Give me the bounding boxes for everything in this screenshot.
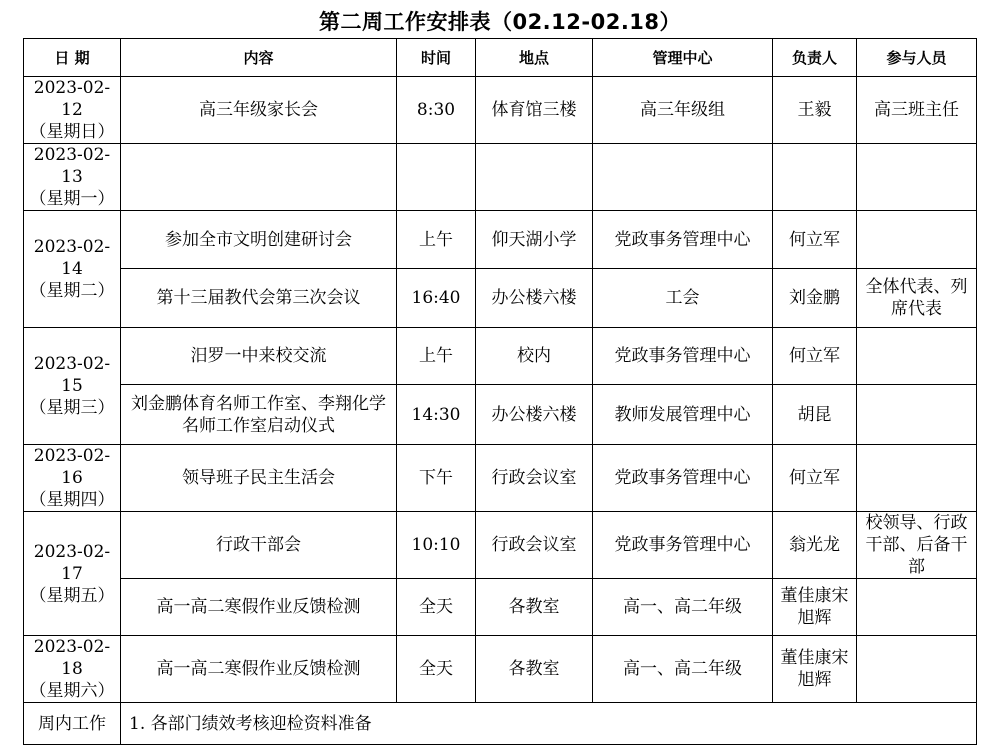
week-work-row [24, 703, 977, 745]
content-cell: 参加全市文明创建研讨会 [121, 211, 397, 269]
content-cell: 汨罗一中来校交流 [121, 328, 397, 385]
time-cell: 8:30 [397, 77, 476, 144]
owner-cell: 翁光龙 [773, 512, 857, 579]
participants-cell [857, 328, 977, 385]
schedule-table [23, 38, 977, 745]
table-row [24, 328, 977, 385]
date-value: 2023-02-15 [33, 354, 111, 396]
place-cell: 办公楼六楼 [476, 269, 593, 328]
content-cell: 行政干部会 [121, 512, 397, 579]
table-row [24, 144, 977, 211]
date-value: 2023-02-17 [33, 541, 111, 584]
participants-cell [857, 579, 977, 636]
place-cell: 仰天湖小学 [476, 211, 593, 269]
center-cell: 高一、高二年级 [593, 636, 773, 703]
center-cell: 教师发展管理中心 [593, 385, 773, 445]
table-row [24, 211, 977, 269]
weekday-value: （星期六） [29, 681, 115, 701]
date-cell [24, 512, 121, 636]
place-cell: 办公楼六楼 [476, 385, 593, 445]
center-cell: 党政事务管理中心 [593, 328, 773, 385]
header-time: 时间 [397, 39, 476, 77]
weekday-value: （星期五） [29, 585, 115, 606]
date-value: 2023-02-18 [33, 637, 111, 679]
owner-cell: 王毅 [773, 77, 857, 144]
participants-cell [857, 144, 977, 211]
owner-cell [773, 144, 857, 211]
time-cell: 上午 [397, 328, 476, 385]
header-place: 地点 [476, 39, 593, 77]
header-participants: 参与人员 [857, 39, 977, 77]
place-cell: 体育馆三楼 [476, 77, 593, 144]
header-row [24, 39, 977, 77]
weekday-value: （星期二） [29, 281, 115, 301]
place-cell: 各教室 [476, 636, 593, 703]
center-cell: 党政事务管理中心 [593, 512, 773, 579]
table-row [24, 636, 977, 703]
date-cell [24, 636, 121, 703]
content-cell: 刘金鹏体育名师工作室、李翔化学名师工作室启动仪式 [121, 385, 397, 445]
center-cell: 高一、高二年级 [593, 579, 773, 636]
content-cell [121, 144, 397, 211]
time-cell: 下午 [397, 445, 476, 512]
center-cell: 党政事务管理中心 [593, 211, 773, 269]
time-cell [397, 144, 476, 211]
week-work-content: 1. 各部门绩效考核迎检资料准备 [121, 703, 977, 745]
participants-cell [857, 445, 977, 512]
center-cell: 高三年级组 [593, 77, 773, 144]
center-cell: 工会 [593, 269, 773, 328]
content-cell: 高三年级家长会 [121, 77, 397, 144]
owner-cell: 何立军 [773, 445, 857, 512]
owner-cell: 何立军 [773, 211, 857, 269]
time-cell: 10:10 [397, 512, 476, 579]
table-row [24, 385, 977, 445]
table-row [24, 269, 977, 328]
header-content: 内容 [121, 39, 397, 77]
participants-cell: 高三班主任 [857, 77, 977, 144]
place-cell: 校内 [476, 328, 593, 385]
date-value: 2023-02-13 [33, 145, 111, 187]
table-row [24, 77, 977, 144]
page-title: 第二周工作安排表（02.12-02.18） [318, 10, 682, 34]
date-cell [24, 328, 121, 445]
header-owner: 负责人 [773, 39, 857, 77]
date-cell [24, 211, 121, 328]
center-cell: 党政事务管理中心 [593, 445, 773, 512]
content-cell: 第十三届教代会第三次会议 [121, 269, 397, 328]
date-cell [24, 144, 121, 211]
owner-cell: 何立军 [773, 328, 857, 385]
place-cell [476, 144, 593, 211]
date-value: 2023-02-14 [33, 237, 111, 279]
content-cell: 领导班子民主生活会 [121, 445, 397, 512]
header-date: 日 期 [24, 39, 121, 77]
table-row [24, 512, 977, 579]
participants-cell: 校领导、行政干部、后备干部 [857, 512, 977, 579]
table-row [24, 445, 977, 512]
owner-cell: 董佳康宋旭辉 [773, 579, 857, 636]
table-row [24, 579, 977, 636]
weekday-value: （星期四） [29, 490, 115, 510]
time-cell: 14:30 [397, 385, 476, 445]
participants-cell: 全体代表、列席代表 [857, 269, 977, 328]
time-cell: 上午 [397, 211, 476, 269]
participants-cell [857, 636, 977, 703]
place-cell: 行政会议室 [476, 512, 593, 579]
weekday-value: （星期一） [29, 189, 115, 209]
place-cell: 各教室 [476, 579, 593, 636]
date-value: 2023-02-16 [33, 446, 111, 488]
owner-cell: 刘金鹏 [773, 269, 857, 328]
week-work-label: 周内工作 [24, 703, 121, 745]
content-cell: 高一高二寒假作业反馈检测 [121, 636, 397, 703]
date-cell [24, 77, 121, 144]
date-value: 2023-02-12 [33, 78, 111, 120]
header-center: 管理中心 [593, 39, 773, 77]
time-cell: 16:40 [397, 269, 476, 328]
participants-cell [857, 385, 977, 445]
participants-cell [857, 211, 977, 269]
time-cell: 全天 [397, 636, 476, 703]
owner-cell: 胡昆 [773, 385, 857, 445]
center-cell [593, 144, 773, 211]
weekday-value: （星期三） [29, 398, 115, 418]
weekday-value: （星期日） [29, 122, 115, 142]
content-cell: 高一高二寒假作业反馈检测 [121, 579, 397, 636]
owner-cell: 董佳康宋旭辉 [773, 636, 857, 703]
time-cell: 全天 [397, 579, 476, 636]
date-cell [24, 445, 121, 512]
place-cell: 行政会议室 [476, 445, 593, 512]
